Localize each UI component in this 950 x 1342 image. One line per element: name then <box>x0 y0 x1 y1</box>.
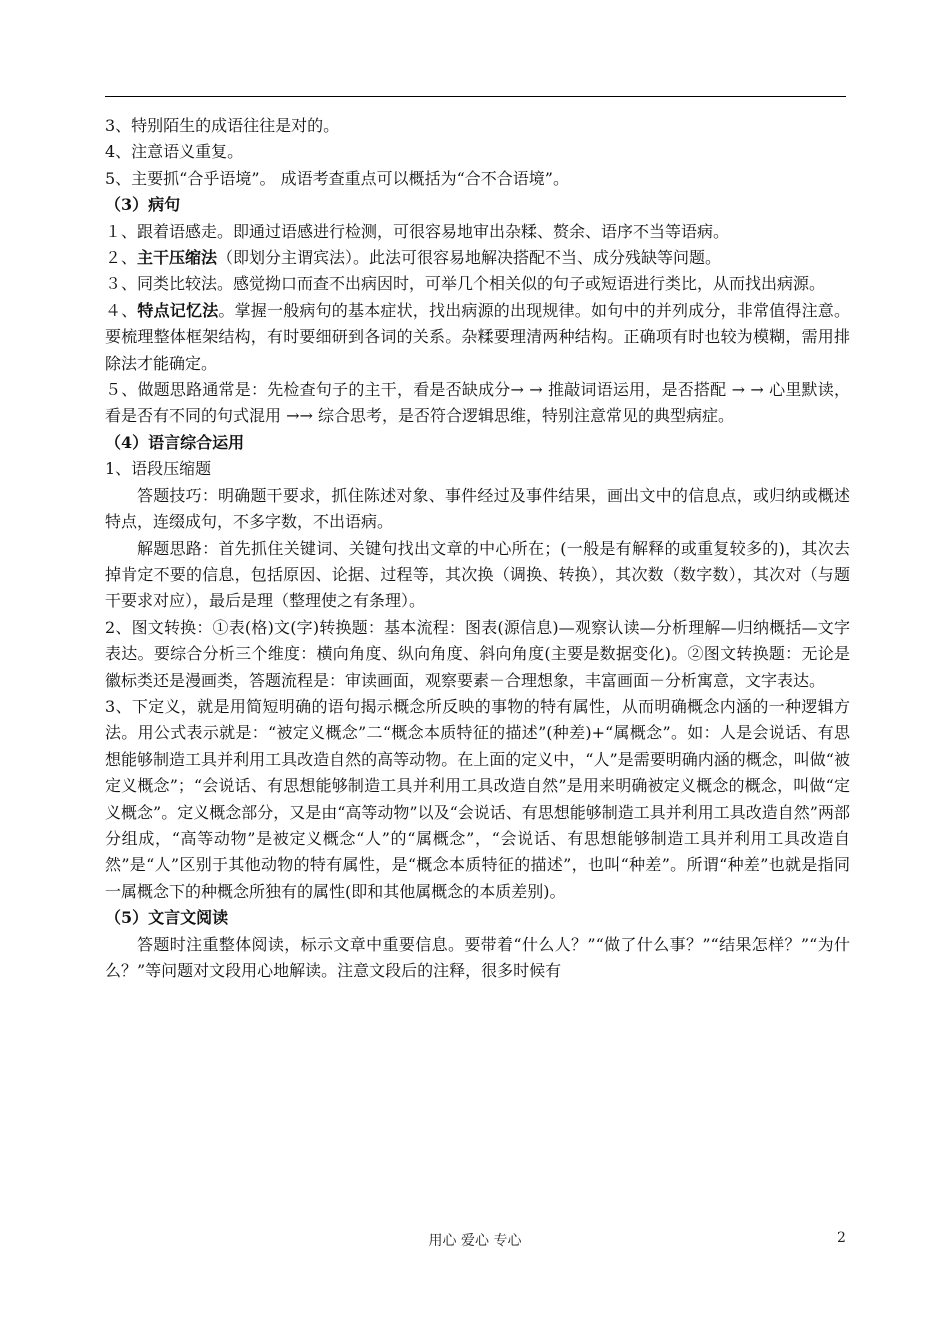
paragraph-silu: 解题思路：首先抓住关键词、关键句找出文章的中心所在；(一般是有解释的或重复较多的)，其次去掉肯定不要的信息，包括原因、论据、过程等，其次换（调换、转换），其次数（数字数），其次对（与题干要求对应），最后是理（整理使之有条理）。 <box>105 538 850 611</box>
bingju-method-4 <box>105 298 850 377</box>
bingju-method-3: ３、同类比较法。感觉拗口而查不出病因时，可举几个相关似的句子或短语进行类比，从而找出病源。 <box>105 274 826 294</box>
list-item: 4、注意语义重复。 <box>105 142 244 162</box>
sub-heading-yasuo: 1、语段压缩题 <box>105 459 212 479</box>
paragraph-jiqiao: 答题技巧：明确题干要求，抓住陈述对象、事件经过及事件结果，画出文中的信息点，或归纳或概述特点，连缀成句，不多字数，不出语病。 <box>105 485 850 532</box>
paragraph-wenyan: 答题时注重整体阅读，标示文章中重要信息。要带着“什么人？”“做了什么事？”“结果怎样？”“为什么？”等问题对文段用心地解读。注意文段后的注释，很多时候有 <box>105 934 850 980</box>
list-item: 5、主要抓“合乎语境”。 成语考查重点可以概括为“合不合语境”。 <box>105 168 569 188</box>
method-name: 特点记忆法 <box>137 300 219 320</box>
section-heading-zonghe: （4）语言综合运用 <box>105 432 245 452</box>
bingju-method-1: １、跟着语感走。即通过语感进行检测，可很容易地审出杂糅、赘余、语序不当等语病。 <box>105 221 730 241</box>
method-text: （即划分主谓宾法）。此法可很容易地解决搭配不当、成分残缺等问题。 <box>217 248 722 268</box>
method-number: ２、 <box>105 248 138 268</box>
section-heading-wenyan: （5）文言文阅读 <box>105 908 229 928</box>
method-number: ４、 <box>105 300 138 320</box>
page-number: 2 <box>837 1230 846 1246</box>
page-body <box>105 113 850 984</box>
paragraph-dingyi: 3、下定义，就是用简短明确的语句揭示概念所反映的事物的特有属性，从而明确概念内涵的一种逻辑方法。用公式表示就是：“被定义概念”二“概念本质特征的描述”(种差)+“属概念”。如：人是会说话、有思想能够制造工具并利用工具改造自然的高等动物。在上面的定义中，“人”是需要明确内涵的概念，叫做“被定义概念”；“会说话、有思想能够制造工具并利用工具改造自然”是用来明确被定义概念的概念，叫做“定义概念”。定义概念部分，又是由“高等动物”以及“会说话、有思想能够制造工具并利用工具改造自然”两部分组成，“高等动物”是被定义概念“人”的“属概念”，“会说话、有思想能够制造工具并利用工具改造自然”是“人”区别于其他动物的特有属性，是“概念本质特征的描述”，也叫“种差”。所谓“种差”也就是指同一属概念下的种概念所独有的属性(即和其他属概念的本质差别)。 <box>105 696 850 901</box>
footer-slogan: 用心 爱心 专心 <box>428 1233 522 1249</box>
list-item: 3、特别陌生的成语往往是对的。 <box>105 116 340 135</box>
header-rule <box>105 96 846 97</box>
bingju-method-2 <box>105 245 850 271</box>
paragraph-tuwen: 2、图文转换：①表(格)文(字)转换题：基本流程：图表(源信息)—观察认读—分析理解—归纳概括—文字表达。要综合分析三个维度：横向角度、纵向角度、斜向角度(主要是数据变化)。②图文转换题：无论是徽标类还是漫画类，答题流程是：审读画面，观察要素－合理想象，丰富画面－分析寓意，文字表达。 <box>105 617 850 690</box>
method-text: 。掌握一般病句的基本症状，找出病源的出现规律。如句中的并列成分，非常值得注意。要梳理整体框架结构，有时要细研到各词的关系。杂糅要理清两种结构。正确项有时也较为模糊，需用排除法才能确定。 <box>105 300 850 373</box>
section-heading-bingju: （3）病句 <box>105 195 181 215</box>
bingju-method-5: ５、做题思路通常是：先检查句子的主干，看是否缺成分→ → 推敲词语运用，是否搭配 → → 心里默读，看是否有不同的句式混用 →→ 综合思考，是否符合逻辑思维，特别注意常见的典型病症。 <box>105 380 850 426</box>
method-name: 主干压缩法 <box>137 248 218 268</box>
